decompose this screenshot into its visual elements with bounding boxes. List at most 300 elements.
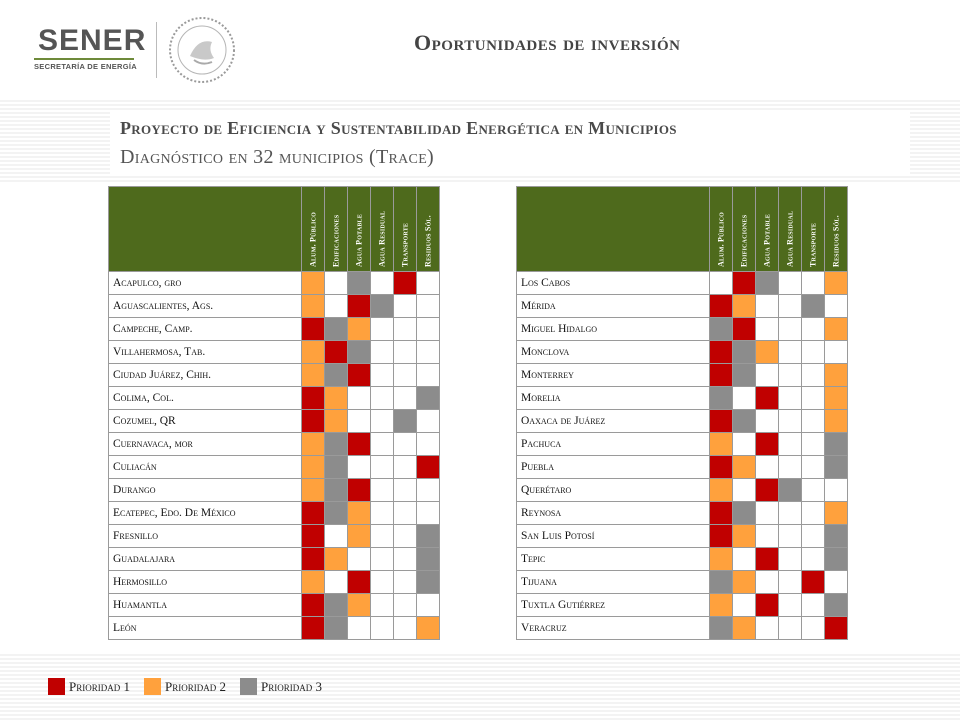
project-subtitle: Diagnóstico en 32 municipios (Trace) [120,146,435,168]
table-corner [517,187,710,272]
priority-cell [710,594,733,617]
priority-cell [710,272,733,295]
national-seal-icon [168,16,236,84]
municipality-name: Tijuana [517,571,710,594]
table-row [517,617,848,640]
priority-cell [802,617,825,640]
priority-cell [825,341,848,364]
column-header-label: Transporte [808,222,818,267]
priority-cell [710,456,733,479]
priority-cell [302,594,325,617]
priority-cell [325,571,348,594]
table-row [109,502,440,525]
column-header-label: Transporte [400,222,410,267]
municipality-name: Durango [109,479,302,502]
priority-cell [710,410,733,433]
priority-cell [348,456,371,479]
priority-cell [825,456,848,479]
priority-cell [802,571,825,594]
table-row [109,272,440,295]
priority-cell [802,548,825,571]
priority-cell [348,525,371,548]
priority-cell [371,594,394,617]
priority-cell [756,548,779,571]
priority-cell [756,433,779,456]
priority-cell [802,479,825,502]
priority-cell [710,341,733,364]
priority-cell [733,364,756,387]
table-row [109,571,440,594]
priority-cell [417,272,440,295]
priority-cell [756,272,779,295]
priority-cell [348,387,371,410]
priority-cell [710,548,733,571]
priority-cell [779,479,802,502]
table-row [109,295,440,318]
logo-subtitle: SECRETARÍA DE ENERGÍA [34,62,137,71]
priority-cell [802,272,825,295]
priority-cell [348,548,371,571]
priority-cell [733,318,756,341]
municipality-name: Reynosa [517,502,710,525]
municipality-name: Guadalajara [109,548,302,571]
priority-cell [710,364,733,387]
priority-cell [394,272,417,295]
priority-cell [710,433,733,456]
priority-cell [779,387,802,410]
priority-cell [394,479,417,502]
priority-cell [710,479,733,502]
priority-cell [733,548,756,571]
priority-cell [733,295,756,318]
priority-cell [825,387,848,410]
priority-cell [779,525,802,548]
municipality-name: Morelia [517,387,710,410]
priority-cell [325,502,348,525]
municipality-name: Fresnillo [109,525,302,548]
priority-cell [302,525,325,548]
priority-cell [302,295,325,318]
municipality-name: Oaxaca de Juárez [517,410,710,433]
table-row [109,410,440,433]
priority-cell [756,387,779,410]
priority-cell [417,479,440,502]
priority-cell [825,571,848,594]
priority-cell [302,548,325,571]
municipality-name: Tepic [517,548,710,571]
priority-cell [394,456,417,479]
priority-cell [779,364,802,387]
column-header [802,187,825,272]
priority-cell [394,364,417,387]
table-row [517,571,848,594]
priority-cell [371,479,394,502]
priority-cell [417,548,440,571]
priority-cell [325,272,348,295]
priority-cell [825,410,848,433]
column-header-label: Residuos Sól. [831,215,841,267]
priority-cell [825,525,848,548]
column-header-label: Agua Potable [354,214,364,267]
priority-cell [802,594,825,617]
priority-cell [302,341,325,364]
table-row [109,594,440,617]
priority-cell [325,617,348,640]
priority-cell [348,479,371,502]
column-header [756,187,779,272]
priority-cell [733,525,756,548]
priority-cell [825,548,848,571]
priority-cell [825,433,848,456]
priority-cell [325,548,348,571]
priority-cell [371,318,394,341]
priority-cell [371,272,394,295]
priority-cell [417,433,440,456]
priority-cell [779,295,802,318]
priority-cell [710,387,733,410]
municipality-name: Querétaro [517,479,710,502]
priority-cell [348,318,371,341]
priority-cell [825,295,848,318]
priority-cell [302,571,325,594]
column-header [417,187,440,272]
priority-cell [710,617,733,640]
priority-cell [756,525,779,548]
priority-cell [417,364,440,387]
priority-cell [325,433,348,456]
priority-cell [733,387,756,410]
table-corner [109,187,302,272]
priority-cell [802,410,825,433]
table-row [517,272,848,295]
priority-cell [710,502,733,525]
priority-cell [756,571,779,594]
legend-label: Prioridad 2 [164,678,226,694]
priority-cell [325,387,348,410]
priority-cell [348,341,371,364]
table-row [109,433,440,456]
table-row [517,387,848,410]
priority-cell [394,433,417,456]
table-row [517,410,848,433]
legend-item [240,678,322,695]
priority-cell [756,295,779,318]
priority-cell [802,502,825,525]
priority-cell [348,571,371,594]
priority-cell [417,617,440,640]
priority-cell [325,525,348,548]
column-header [710,187,733,272]
priority-cell [348,502,371,525]
page-title: Oportunidades de inversión [414,30,681,55]
priority-cell [325,456,348,479]
table-row [517,341,848,364]
table-row [109,341,440,364]
priority-cell [394,387,417,410]
priority-cell [779,456,802,479]
table-row [517,295,848,318]
priority-cell [325,410,348,433]
priority-cell [348,272,371,295]
priority-cell [302,272,325,295]
priority-cell [710,571,733,594]
priority-cell [348,433,371,456]
logo-wordmark: SENER [38,24,147,57]
priority-cell [394,617,417,640]
municipality-name: Ecatepec, Edo. De México [109,502,302,525]
priority-cell [371,410,394,433]
priority-cell [348,617,371,640]
priority-cell [302,364,325,387]
priority-cell [779,433,802,456]
priority-cell [302,456,325,479]
priority-cell [756,617,779,640]
priority-cell [394,571,417,594]
table-row [109,456,440,479]
municipality-name: Tuxtla Gutiérrez [517,594,710,617]
project-title: Proyecto de Eficiencia y Sustentabilidad Energética en Municipios [120,118,677,138]
priority-cell [371,617,394,640]
priority-cell [417,387,440,410]
table-row [517,318,848,341]
priority-cell [733,502,756,525]
column-header-label: Residuos Sól. [423,215,433,267]
legend-swatch [240,678,257,695]
table-row [109,318,440,341]
subtitle-box [110,110,910,176]
priority-cell [779,571,802,594]
column-header-label: Alum. Público [716,212,726,267]
municipality-name: Monclova [517,341,710,364]
slide-header [0,0,960,100]
priority-cell [417,295,440,318]
priority-cell [733,410,756,433]
priority-cell [825,364,848,387]
priority-cell [394,295,417,318]
column-header-label: Alum. Público [308,212,318,267]
legend-item [144,678,226,695]
municipality-name: Cozumel, QR [109,410,302,433]
priority-cell [302,387,325,410]
priority-cell [733,341,756,364]
legend-item [48,678,130,695]
priority-cell [348,410,371,433]
column-header-label: Edificaciones [739,214,749,267]
priority-cell [325,318,348,341]
table-row [517,594,848,617]
column-header-label: Agua Residual [377,210,387,267]
priority-cell [756,364,779,387]
municipality-name: Colima, Col. [109,387,302,410]
column-header [733,187,756,272]
municipality-name: Veracruz [517,617,710,640]
table-row [517,433,848,456]
priority-cell [825,617,848,640]
table-row [109,525,440,548]
municipality-name: Cuernavaca, mor [109,433,302,456]
priority-cell [417,502,440,525]
legend-label: Prioridad 1 [69,678,130,694]
priority-legend [48,678,322,695]
column-header-label: Agua Potable [762,214,772,267]
priority-cell [825,272,848,295]
priority-cell [302,617,325,640]
priority-cell [394,318,417,341]
priority-cell [756,456,779,479]
priority-cell [417,341,440,364]
priority-cell [802,387,825,410]
priority-cell [733,617,756,640]
municipality-name: Monterrey [517,364,710,387]
legend-swatch [48,678,65,695]
priority-cell [417,525,440,548]
priority-cell [325,594,348,617]
municipality-name: Campeche, Camp. [109,318,302,341]
priority-cell [779,341,802,364]
header-divider [156,22,157,78]
priority-cell [371,387,394,410]
table-row [517,364,848,387]
municipality-name: Miguel Hidalgo [517,318,710,341]
priority-cell [779,617,802,640]
priority-cell [756,410,779,433]
priority-cell [779,502,802,525]
municipality-name: Villahermosa, Tab. [109,341,302,364]
column-header [325,187,348,272]
priority-cell [779,594,802,617]
priority-cell [417,318,440,341]
column-header [779,187,802,272]
priority-cell [825,502,848,525]
priority-cell [394,341,417,364]
municipality-name: Pachuca [517,433,710,456]
priority-cell [302,318,325,341]
municipality-table-left [108,186,440,640]
priority-cell [733,571,756,594]
priority-cell [825,479,848,502]
priority-cell [371,571,394,594]
priority-cell [348,295,371,318]
priority-cell [802,433,825,456]
priority-cell [802,525,825,548]
priority-cell [779,548,802,571]
table-row [109,364,440,387]
column-header-label: Edificaciones [331,214,341,267]
table-row [517,479,848,502]
priority-cell [802,318,825,341]
priority-cell [733,272,756,295]
priority-cell [825,594,848,617]
legend-label: Prioridad 3 [260,678,322,694]
logo-underline [34,58,134,60]
priority-cell [417,594,440,617]
legend-swatch [144,678,161,695]
priority-cell [756,502,779,525]
column-header-label: Agua Residual [785,210,795,267]
priority-cell [802,341,825,364]
priority-cell [802,364,825,387]
priority-cell [710,295,733,318]
priority-cell [394,410,417,433]
table-row [517,525,848,548]
column-header [348,187,371,272]
priority-cell [779,410,802,433]
priority-cell [394,502,417,525]
priority-cell [756,594,779,617]
priority-cell [302,410,325,433]
municipality-name: Mérida [517,295,710,318]
priority-cell [756,479,779,502]
priority-cell [325,341,348,364]
priority-cell [325,295,348,318]
sener-logo [30,24,150,76]
municipality-name: Ciudad Juárez, Chih. [109,364,302,387]
municipality-name: Acapulco, gro [109,272,302,295]
table-row [109,387,440,410]
table-row [109,548,440,571]
municipality-name: Los Cabos [517,272,710,295]
column-header [394,187,417,272]
priority-cell [302,479,325,502]
table-row [517,502,848,525]
priority-cell [733,479,756,502]
column-header [302,187,325,272]
priority-cell [802,295,825,318]
priority-cell [371,433,394,456]
priority-cell [417,410,440,433]
priority-cell [371,341,394,364]
municipality-name: Culiacán [109,456,302,479]
priority-cell [371,502,394,525]
municipality-name: Aguascalientes, Ags. [109,295,302,318]
priority-cell [371,295,394,318]
priority-cell [802,456,825,479]
priority-cell [371,456,394,479]
priority-cell [394,594,417,617]
priority-cell [348,364,371,387]
municipality-name: León [109,617,302,640]
priority-cell [710,318,733,341]
priority-cell [371,548,394,571]
priority-cell [394,525,417,548]
column-header [825,187,848,272]
priority-cell [733,433,756,456]
priority-cell [756,318,779,341]
priority-cell [417,456,440,479]
priority-cell [325,364,348,387]
priority-cell [325,479,348,502]
priority-cell [710,525,733,548]
priority-cell [417,571,440,594]
municipality-table-right [516,186,848,640]
table-row [109,617,440,640]
priority-cell [302,433,325,456]
table-row [517,456,848,479]
priority-cell [733,594,756,617]
priority-cell [779,272,802,295]
priority-cell [371,525,394,548]
municipality-name: Hermosillo [109,571,302,594]
priority-cell [733,456,756,479]
municipality-name: Puebla [517,456,710,479]
priority-cell [348,594,371,617]
priority-cell [779,318,802,341]
priority-cell [394,548,417,571]
priority-cell [825,318,848,341]
municipality-name: Huamantla [109,594,302,617]
table-row [517,548,848,571]
priority-cell [756,341,779,364]
